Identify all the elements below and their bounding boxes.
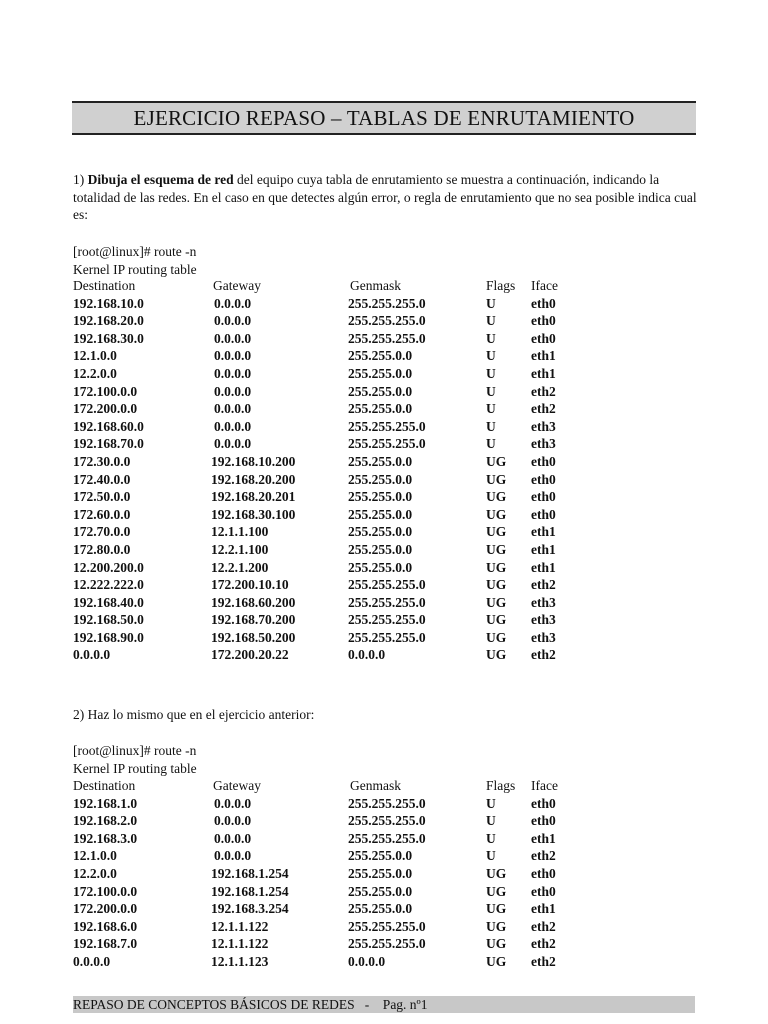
cell-destination: 192.168.20.0 [73,313,144,329]
cell-flags: UG [486,953,507,969]
cell-iface: eth2 [531,577,556,593]
cell-gateway: 12.1.1.122 [211,936,269,952]
cell-flags: U [486,313,496,329]
cell-iface: eth3 [531,594,556,610]
cell-gateway: 0.0.0.0 [214,401,252,417]
cell-genmask: 255.255.0.0 [348,453,413,469]
cell-destination: 172.40.0.0 [73,471,131,487]
header-flags: Flags [486,778,516,793]
cell-genmask: 255.255.255.0 [348,918,426,934]
cell-destination: 172.200.0.0 [73,401,138,417]
cell-destination: 192.168.70.0 [73,436,144,452]
cell-flags: U [486,383,496,399]
cell-flags: UG [486,559,507,575]
header-genmask: Genmask [350,278,401,293]
cell-genmask: 255.255.255.0 [348,795,426,811]
cell-flags: U [486,330,496,346]
cell-flags: U [486,436,496,452]
cell-gateway: 0.0.0.0 [214,295,252,311]
cell-flags: U [486,348,496,364]
cell-genmask: 255.255.0.0 [348,401,413,417]
header-destination: Destination [73,778,136,793]
header-gateway: Gateway [213,278,261,293]
cell-destination: 192.168.1.0 [73,795,138,811]
cell-gateway: 12.2.1.100 [211,541,269,557]
cell-destination: 192.168.10.0 [73,295,144,311]
cell-flags: U [486,295,496,311]
cell-gateway: 0.0.0.0 [214,383,252,399]
cell-genmask: 255.255.255.0 [348,436,426,452]
cell-gateway: 192.168.3.254 [211,901,289,917]
document-title [72,101,696,135]
cell-destination: 172.100.0.0 [73,883,138,899]
cell-genmask: 255.255.0.0 [348,348,413,364]
cell-gateway: 192.168.10.200 [211,453,296,469]
cell-gateway: 0.0.0.0 [214,795,252,811]
cell-flags: UG [486,612,507,628]
cell-flags: UG [486,918,507,934]
cell-iface: eth0 [531,313,556,329]
cell-iface: eth2 [531,383,556,399]
cell-destination: 192.168.50.0 [73,612,144,628]
cell-destination: 192.168.40.0 [73,594,144,610]
document-title-text: EJERCICIO REPASO – TABLAS DE ENRUTAMIENTO [133,105,635,130]
cell-gateway: 12.1.1.123 [211,953,269,969]
exercise-1-text: del equipo cuya tabla de enrutamiento se muestra a continuación, indicando la totalidad de las redes. En el caso en que detectes algún error, o regla de enrutamiento que no sea posible indica cual es: [73,172,697,222]
cell-iface: eth2 [531,953,556,969]
cell-genmask: 255.255.0.0 [348,489,413,505]
cell-gateway: 0.0.0.0 [214,830,252,846]
cell-destination: 172.50.0.0 [73,489,131,505]
cell-iface: eth3 [531,418,556,434]
cell-iface: eth0 [531,813,556,829]
exercise-1-number: 1) [73,172,88,187]
page-footer: REPASO DE CONCEPTOS BÁSICOS DE REDES - Pag. nº1 [73,996,695,1013]
cell-genmask: 255.255.255.0 [348,313,426,329]
cell-iface: eth0 [531,795,556,811]
cell-flags: UG [486,506,507,522]
cell-genmask: 255.255.0.0 [348,848,413,864]
exercise-2-instructions: 2) Haz lo mismo que en el ejercicio anterior: [73,707,315,722]
cell-iface: eth1 [531,559,556,575]
cell-genmask: 255.255.255.0 [348,418,426,434]
cell-genmask: 255.255.255.0 [348,612,426,628]
cell-destination: 192.168.6.0 [73,918,138,934]
cell-gateway: 192.168.1.254 [211,865,289,881]
cell-genmask: 255.255.0.0 [348,901,413,917]
cell-iface: eth2 [531,936,556,952]
exercise-1-prompt: [root@linux]# route -n [73,244,197,259]
cell-gateway: 12.2.1.200 [211,559,269,575]
cell-iface: eth0 [531,295,556,311]
cell-iface: eth0 [531,506,556,522]
cell-iface: eth2 [531,647,556,663]
cell-iface: eth1 [531,524,556,540]
cell-gateway: 172.200.10.10 [211,577,289,593]
cell-iface: eth1 [531,830,556,846]
cell-flags: U [486,418,496,434]
cell-flags: UG [486,453,507,469]
cell-genmask: 255.255.255.0 [348,813,426,829]
cell-destination: 192.168.30.0 [73,330,144,346]
cell-flags: U [486,848,496,864]
exercise-1-instructions [73,171,703,224]
cell-iface: eth3 [531,629,556,645]
cell-flags: UG [486,594,507,610]
cell-destination: 192.168.3.0 [73,830,138,846]
cell-genmask: 255.255.0.0 [348,506,413,522]
cell-destination: 192.168.2.0 [73,813,138,829]
cell-flags: UG [486,629,507,645]
cell-destination: 12.200.200.0 [73,559,144,575]
exercise-2-table-title: Kernel IP routing table [73,761,197,776]
cell-genmask: 255.255.0.0 [348,865,413,881]
cell-flags: U [486,830,496,846]
cell-gateway: 0.0.0.0 [214,330,252,346]
cell-iface: eth0 [531,471,556,487]
cell-genmask: 255.255.255.0 [348,594,426,610]
cell-gateway: 0.0.0.0 [214,365,252,381]
cell-gateway: 192.168.1.254 [211,883,289,899]
cell-gateway: 192.168.20.201 [211,489,296,505]
cell-flags: UG [486,936,507,952]
cell-destination: 12.222.222.0 [73,577,144,593]
cell-iface: eth0 [531,453,556,469]
cell-destination: 172.30.0.0 [73,453,131,469]
cell-flags: U [486,401,496,417]
cell-gateway: 192.168.70.200 [211,612,296,628]
cell-flags: UG [486,577,507,593]
cell-destination: 12.2.0.0 [73,865,117,881]
cell-flags: UG [486,901,507,917]
cell-genmask: 255.255.255.0 [348,936,426,952]
cell-genmask: 255.255.0.0 [348,541,413,557]
cell-gateway: 0.0.0.0 [214,436,252,452]
cell-gateway: 0.0.0.0 [214,848,252,864]
cell-destination: 12.2.0.0 [73,365,117,381]
cell-destination: 172.200.0.0 [73,901,138,917]
header-iface: Iface [531,778,558,793]
cell-flags: UG [486,883,507,899]
cell-gateway: 192.168.20.200 [211,471,296,487]
cell-iface: eth0 [531,883,556,899]
cell-genmask: 255.255.0.0 [348,559,413,575]
cell-gateway: 0.0.0.0 [214,313,252,329]
cell-flags: UG [486,541,507,557]
cell-iface: eth2 [531,918,556,934]
cell-destination: 12.1.0.0 [73,348,117,364]
cell-gateway: 0.0.0.0 [214,418,252,434]
cell-flags: UG [486,647,507,663]
cell-destination: 192.168.90.0 [73,629,144,645]
cell-genmask: 255.255.0.0 [348,524,413,540]
cell-iface: eth0 [531,865,556,881]
cell-gateway: 172.200.20.22 [211,647,289,663]
cell-genmask: 255.255.255.0 [348,577,426,593]
exercise-1-bold-text: Dibuja el esquema de red [87,172,234,187]
header-flags: Flags [486,278,516,293]
cell-genmask: 255.255.0.0 [348,471,413,487]
cell-gateway: 12.1.1.100 [211,524,269,540]
cell-genmask: 0.0.0.0 [348,953,386,969]
cell-flags: U [486,365,496,381]
cell-flags: UG [486,489,507,505]
cell-destination: 12.1.0.0 [73,848,117,864]
cell-genmask: 255.255.255.0 [348,330,426,346]
cell-genmask: 255.255.0.0 [348,883,413,899]
cell-destination: 192.168.7.0 [73,936,138,952]
cell-iface: eth3 [531,436,556,452]
cell-iface: eth1 [531,348,556,364]
cell-destination: 172.80.0.0 [73,541,131,557]
cell-destination: 192.168.60.0 [73,418,144,434]
cell-flags: U [486,813,496,829]
cell-flags: UG [486,524,507,540]
cell-iface: eth1 [531,541,556,557]
exercise-2-prompt: [root@linux]# route -n [73,743,197,758]
cell-destination: 172.60.0.0 [73,506,131,522]
cell-iface: eth1 [531,901,556,917]
cell-flags: U [486,795,496,811]
cell-destination: 172.70.0.0 [73,524,131,540]
cell-destination: 0.0.0.0 [73,647,111,663]
exercise-1-table-title: Kernel IP routing table [73,262,197,277]
cell-flags: UG [486,865,507,881]
cell-genmask: 255.255.255.0 [348,629,426,645]
cell-gateway: 192.168.30.100 [211,506,296,522]
cell-iface: eth0 [531,489,556,505]
header-genmask: Genmask [350,778,401,793]
cell-gateway: 192.168.60.200 [211,594,296,610]
cell-destination: 172.100.0.0 [73,383,138,399]
cell-destination: 0.0.0.0 [73,953,111,969]
cell-iface: eth2 [531,401,556,417]
cell-flags: UG [486,471,507,487]
cell-gateway: 192.168.50.200 [211,629,296,645]
header-iface: Iface [531,278,558,293]
cell-genmask: 255.255.0.0 [348,383,413,399]
cell-genmask: 255.255.255.0 [348,295,426,311]
cell-gateway: 12.1.1.122 [211,918,269,934]
header-destination: Destination [73,278,136,293]
cell-genmask: 0.0.0.0 [348,647,386,663]
cell-genmask: 255.255.255.0 [348,830,426,846]
cell-iface: eth2 [531,848,556,864]
header-gateway: Gateway [213,778,261,793]
cell-iface: eth0 [531,330,556,346]
cell-gateway: 0.0.0.0 [214,348,252,364]
cell-gateway: 0.0.0.0 [214,813,252,829]
cell-iface: eth3 [531,612,556,628]
cell-iface: eth1 [531,365,556,381]
cell-genmask: 255.255.0.0 [348,365,413,381]
